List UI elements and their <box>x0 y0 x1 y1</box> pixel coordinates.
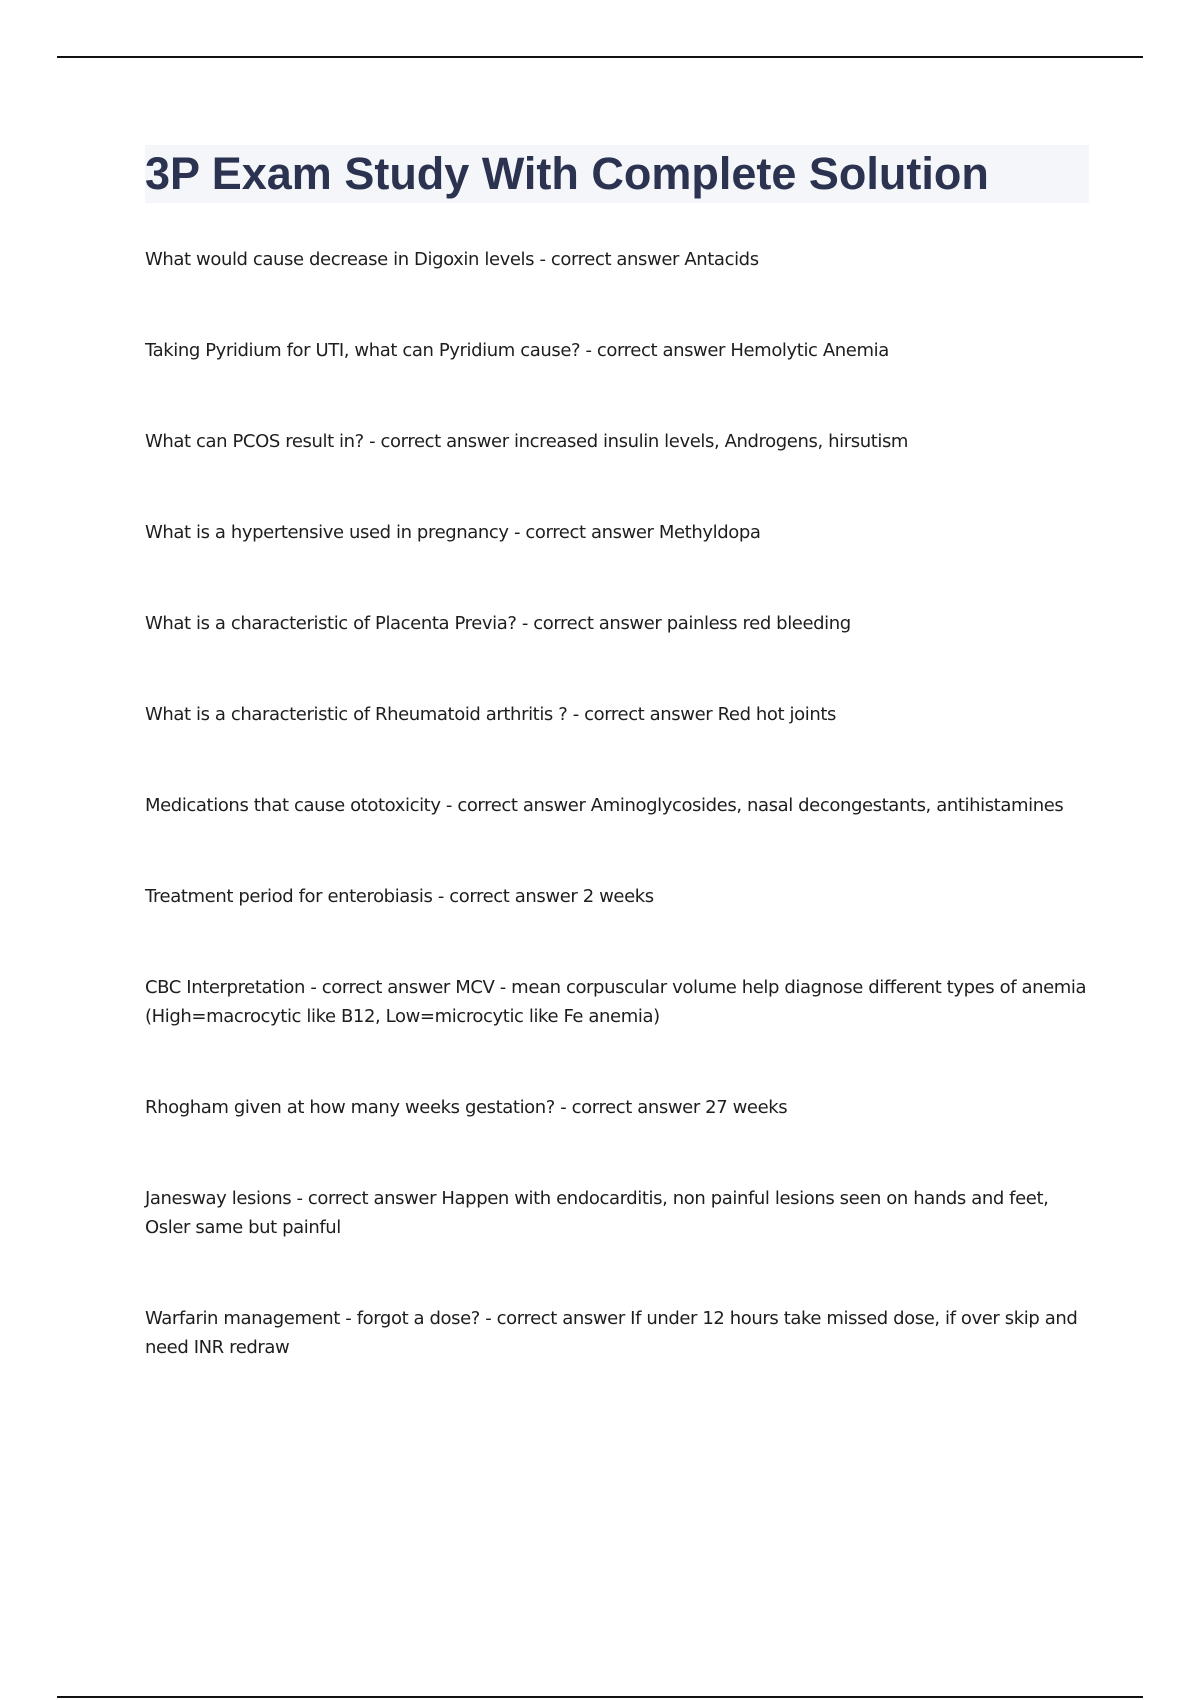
qa-item-rhogham: Rhogham given at how many weeks gestation? - correct answer 27 weeks <box>145 1097 788 1118</box>
top-rule <box>57 56 1143 58</box>
qa-item-cbc-interpretation: CBC Interpretation - correct answer MCV - mean corpuscular volume help diagnose different types of anemia (High=macrocytic like B12, Low=microcytic like Fe anemia) <box>145 977 1087 1027</box>
qa-item-placenta-previa: What is a characteristic of Placenta Previa? - correct answer painless red bleeding <box>145 613 851 634</box>
qa-item-ototoxicity: Medications that cause ototoxicity - correct answer Aminoglycosides, nasal decongestants, antihistamines <box>145 795 1064 816</box>
qa-item-janesway-lesions: Janesway lesions - correct answer Happen with endocarditis, non painful lesions seen on hands and feet, Osler same but painful <box>145 1188 1049 1238</box>
document-title: 3P Exam Study With Complete Solution <box>145 148 989 199</box>
qa-list <box>145 245 1090 1424</box>
qa-item-digoxin: What would cause decrease in Digoxin levels - correct answer Antacids <box>145 249 759 270</box>
qa-item-rheumatoid-arthritis: What is a characteristic of Rheumatoid arthritis ? - correct answer Red hot joints <box>145 704 836 725</box>
qa-item-pcos: What can PCOS result in? - correct answer increased insulin levels, Androgens, hirsutism <box>145 431 909 452</box>
qa-item-pyridium: Taking Pyridium for UTI, what can Pyridium cause? - correct answer Hemolytic Anemia <box>145 340 889 361</box>
qa-item-warfarin: Warfarin management - forgot a dose? - correct answer If under 12 hours take missed dose, if over skip and need INR redraw <box>145 1308 1078 1358</box>
bottom-rule <box>57 1696 1143 1698</box>
qa-item-enterobiasis: Treatment period for enterobiasis - correct answer 2 weeks <box>145 886 654 907</box>
qa-item-hypertensive-pregnancy: What is a hypertensive used in pregnancy - correct answer Methyldopa <box>145 522 761 543</box>
